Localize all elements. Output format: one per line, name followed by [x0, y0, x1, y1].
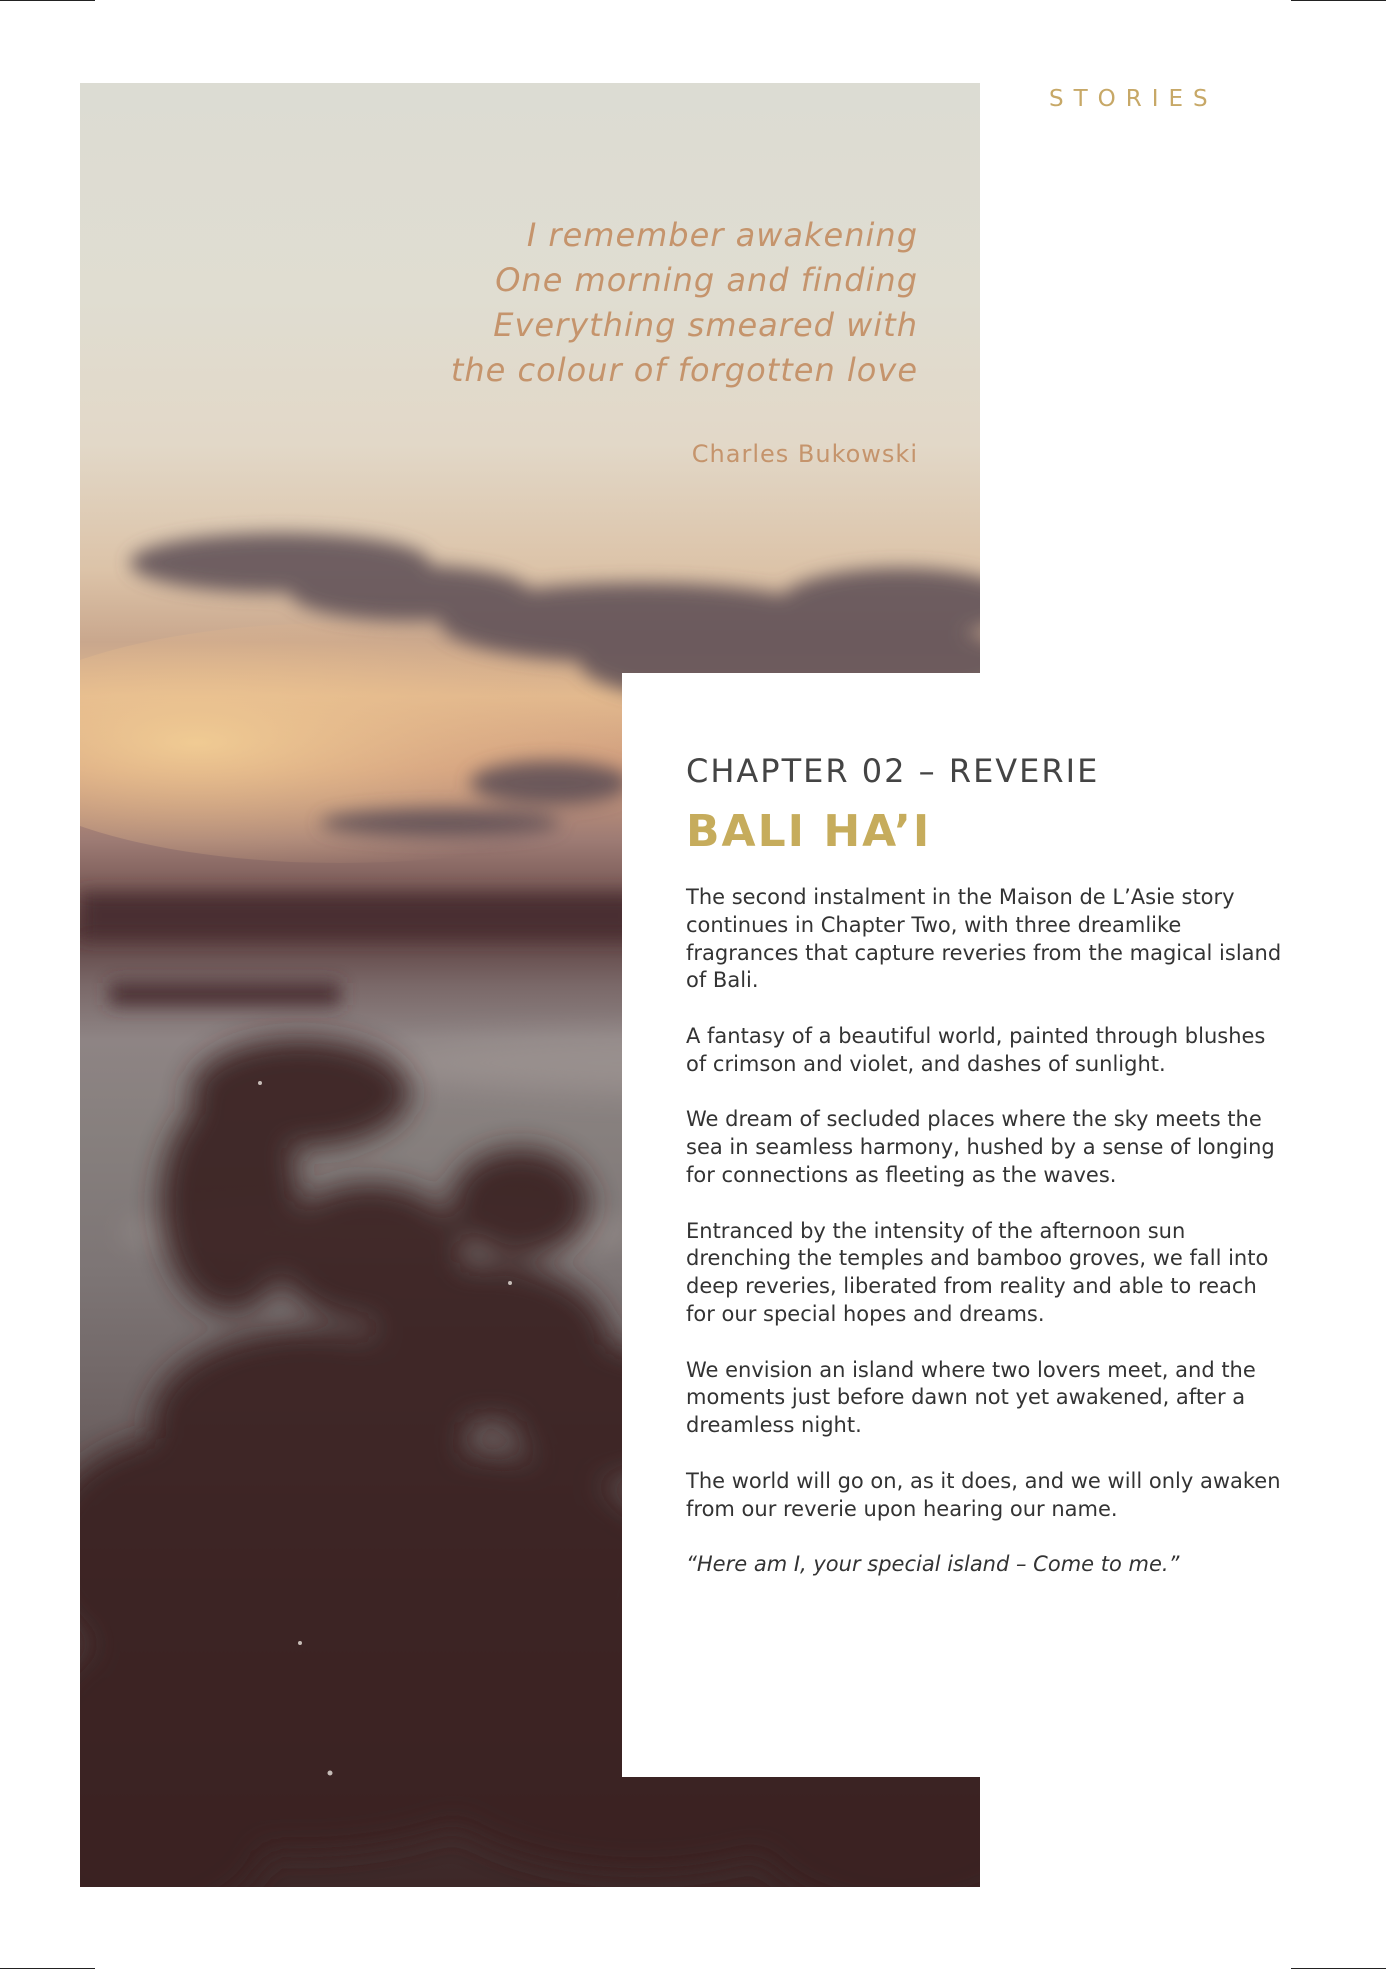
body-paragraph: The world will go on, as it does, and we will only awaken from our reverie upon hearing our name. [686, 1468, 1281, 1521]
body-paragraph: Entranced by the intensity of the afternoon sun drenching the temples and bamboo groves, we fall into deep reveries, liberated from reality and able to reach for our special hopes and dreams. [686, 1218, 1269, 1326]
quote-line: I remember awakening [526, 216, 918, 254]
quote-author: Charles Bukowski [691, 440, 918, 468]
body-paragraph: We dream of secluded places where the sky meets the sea in seamless harmony, hushed by a sense of longing for connections as fleeting as the waves. [686, 1107, 1275, 1187]
quote-line: One morning and finding [495, 261, 918, 299]
quote-line: Everything smeared with [493, 306, 918, 344]
body-paragraph: A fantasy of a beautiful world, painted through blushes of crimson and violet, and dashes of sunlight. [686, 1023, 1266, 1076]
chapter-heading: CHAPTER 02 – REVERIE [686, 752, 1100, 790]
body-paragraph: The second instalment in the Maison de L’Asie story continues in Chapter Two, with three dreamlike fragrances that capture reveries from the magical island of Bali. [686, 885, 1282, 993]
closing-quote: “Here am I, your special island – Come to me.” [686, 1552, 1180, 1577]
crop-mark-top-right [1291, 0, 1386, 1]
crop-mark-top-left [0, 0, 95, 1]
quote-line: the colour of forgotten love [450, 351, 918, 389]
article-title: BALI HA’I [686, 806, 932, 857]
far-shoreline [80, 893, 640, 1005]
poem-quote [278, 213, 918, 393]
article-body [686, 884, 1288, 1607]
body-paragraph: We envision an island where two lovers meet, and the moments just before dawn not yet awakened, after a dreamless night. [686, 1357, 1256, 1438]
section-label: STORIES [1049, 86, 1218, 112]
